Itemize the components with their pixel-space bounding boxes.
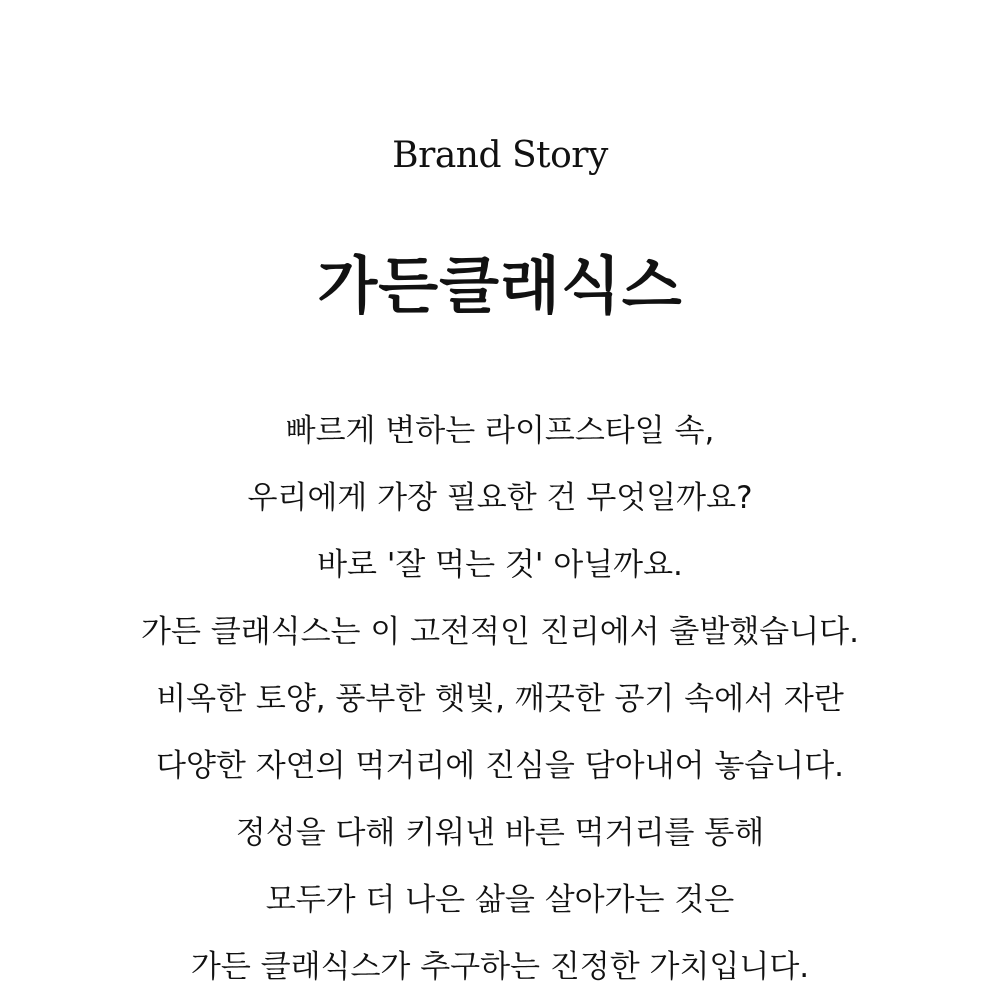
story-line-7: 정성을 다해 키워낸 바른 먹거리를 통해 xyxy=(235,815,765,851)
section-eyebrow: Brand Story xyxy=(392,135,608,176)
story-line-9: 가든 클래식스가 추구하는 진정한 가치입니다. xyxy=(190,949,810,985)
story-line-8: 모두가 더 나은 삶을 살아가는 것은 xyxy=(265,882,735,918)
story-line-3: 바로 '잘 먹는 것' 아닐까요. xyxy=(317,547,683,583)
story-line-5: 비옥한 토양, 풍부한 햇빛, 깨끗한 공기 속에서 자란 xyxy=(156,681,844,717)
brand-title: 가든클래식스 xyxy=(317,248,683,322)
story-line-6: 다양한 자연의 먹거리에 진심을 담아내어 놓습니다. xyxy=(156,748,844,784)
story-line-4: 가든 클래식스는 이 고전적인 진리에서 출발했습니다. xyxy=(141,614,859,650)
story-line-2: 우리에게 가장 필요한 건 무엇일까요? xyxy=(247,480,753,516)
brand-story-text xyxy=(0,398,1000,1001)
story-line-1: 빠르게 변하는 라이프스타일 속, xyxy=(285,413,715,449)
